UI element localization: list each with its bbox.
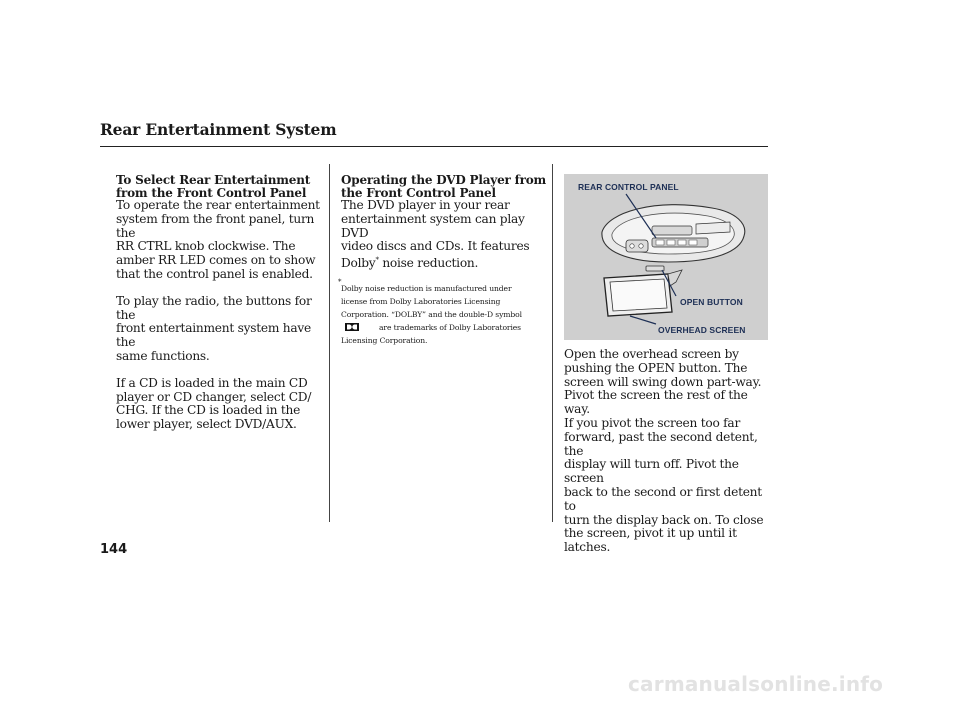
text-line: screen will swing down part-way.: [564, 374, 762, 389]
page-title: Rear Entertainment System: [100, 120, 337, 139]
dolby-word: Dolby: [341, 256, 376, 271]
heading-line: Operating the DVD Player from: [341, 173, 546, 187]
section-heading-dvd: [341, 174, 551, 199]
callout-rear-control-panel: REAR CONTROL PANEL: [578, 182, 679, 192]
text-line: same functions.: [116, 348, 210, 363]
text-line: video discs and CDs. It features: [341, 239, 530, 254]
text-line: To play the radio, the buttons for the: [116, 293, 312, 322]
left-column: [116, 174, 326, 432]
section-heading-select-rear: [116, 174, 326, 199]
text-line: noise reduction.: [378, 256, 479, 271]
title-rule: [100, 146, 768, 147]
right-column: [564, 348, 770, 555]
paragraph-open-screen: [564, 348, 770, 555]
watermark: carmanualsonline.info: [628, 672, 884, 696]
paragraph-dvd: [341, 199, 551, 271]
paragraph-operate: [116, 199, 326, 282]
heading-line: To Select Rear Entertainment: [116, 173, 311, 187]
footnote-text: [341, 282, 551, 347]
text-line: RR CTRL knob clockwise. The: [116, 239, 296, 254]
footnote-line: license from Dolby Laboratories Licensing: [341, 297, 501, 307]
heading-line: the Front Control Panel: [341, 185, 496, 200]
text-line: the screen, pivot it up until it latches.: [564, 526, 737, 555]
overhead-console-illustration: [564, 174, 768, 340]
text-line: back to the second or first detent to: [564, 484, 762, 513]
text-line: system from the front panel, turn the: [116, 211, 315, 240]
text-line: CHG. If the CD is loaded in the: [116, 403, 301, 418]
text-line: front entertainment system have the: [116, 321, 311, 350]
double-d-symbol-icon: [341, 323, 379, 331]
column-divider-left: [329, 164, 330, 522]
text-line: To operate the rear entertainment: [116, 198, 320, 212]
middle-column: [338, 173, 551, 347]
footnote: [338, 278, 551, 347]
text-line: lower player, select DVD/AUX.: [116, 417, 297, 432]
footnote-line: Corporation. “DOLBY” and the double-D symbol: [341, 310, 522, 320]
text-line: forward, past the second detent, the: [564, 429, 758, 458]
text-line: display will turn off. Pivot the screen: [564, 457, 739, 486]
page-number: 144: [100, 542, 128, 557]
text-line: amber RR LED comes on to show: [116, 253, 316, 268]
text-line: player or CD changer, select CD/: [116, 389, 312, 404]
text-line: pushing the OPEN button. The: [564, 360, 748, 375]
text-line: turn the display back on. To close: [564, 512, 764, 527]
text-line: Open the overhead screen by: [564, 347, 739, 361]
heading-line: from the Front Control Panel: [116, 185, 307, 200]
footnote-marker: *: [375, 256, 379, 265]
text-line: If you pivot the screen too far: [564, 415, 741, 430]
footnote-line: Dolby noise reduction is manufactured under: [341, 284, 512, 294]
callout-overhead-screen: OVERHEAD SCREEN: [658, 325, 746, 335]
callout-open-button: OPEN BUTTON: [680, 297, 743, 307]
column-divider-right: [552, 164, 553, 522]
paragraph-cd: [116, 377, 326, 432]
text-line: If a CD is loaded in the main CD: [116, 375, 308, 390]
overhead-screen-figure: [564, 174, 768, 340]
footnote-line: are trademarks of Dolby Laboratories: [379, 323, 521, 333]
text-line: The DVD player in your rear: [341, 198, 510, 212]
text-line: entertainment system can play DVD: [341, 211, 525, 240]
paragraph-radio: [116, 295, 326, 364]
footnote-marker: *: [338, 278, 342, 287]
text-line: that the control panel is enabled.: [116, 266, 313, 281]
text-line: Pivot the screen the rest of the way.: [564, 388, 748, 417]
footnote-line: Licensing Corporation.: [341, 336, 428, 346]
